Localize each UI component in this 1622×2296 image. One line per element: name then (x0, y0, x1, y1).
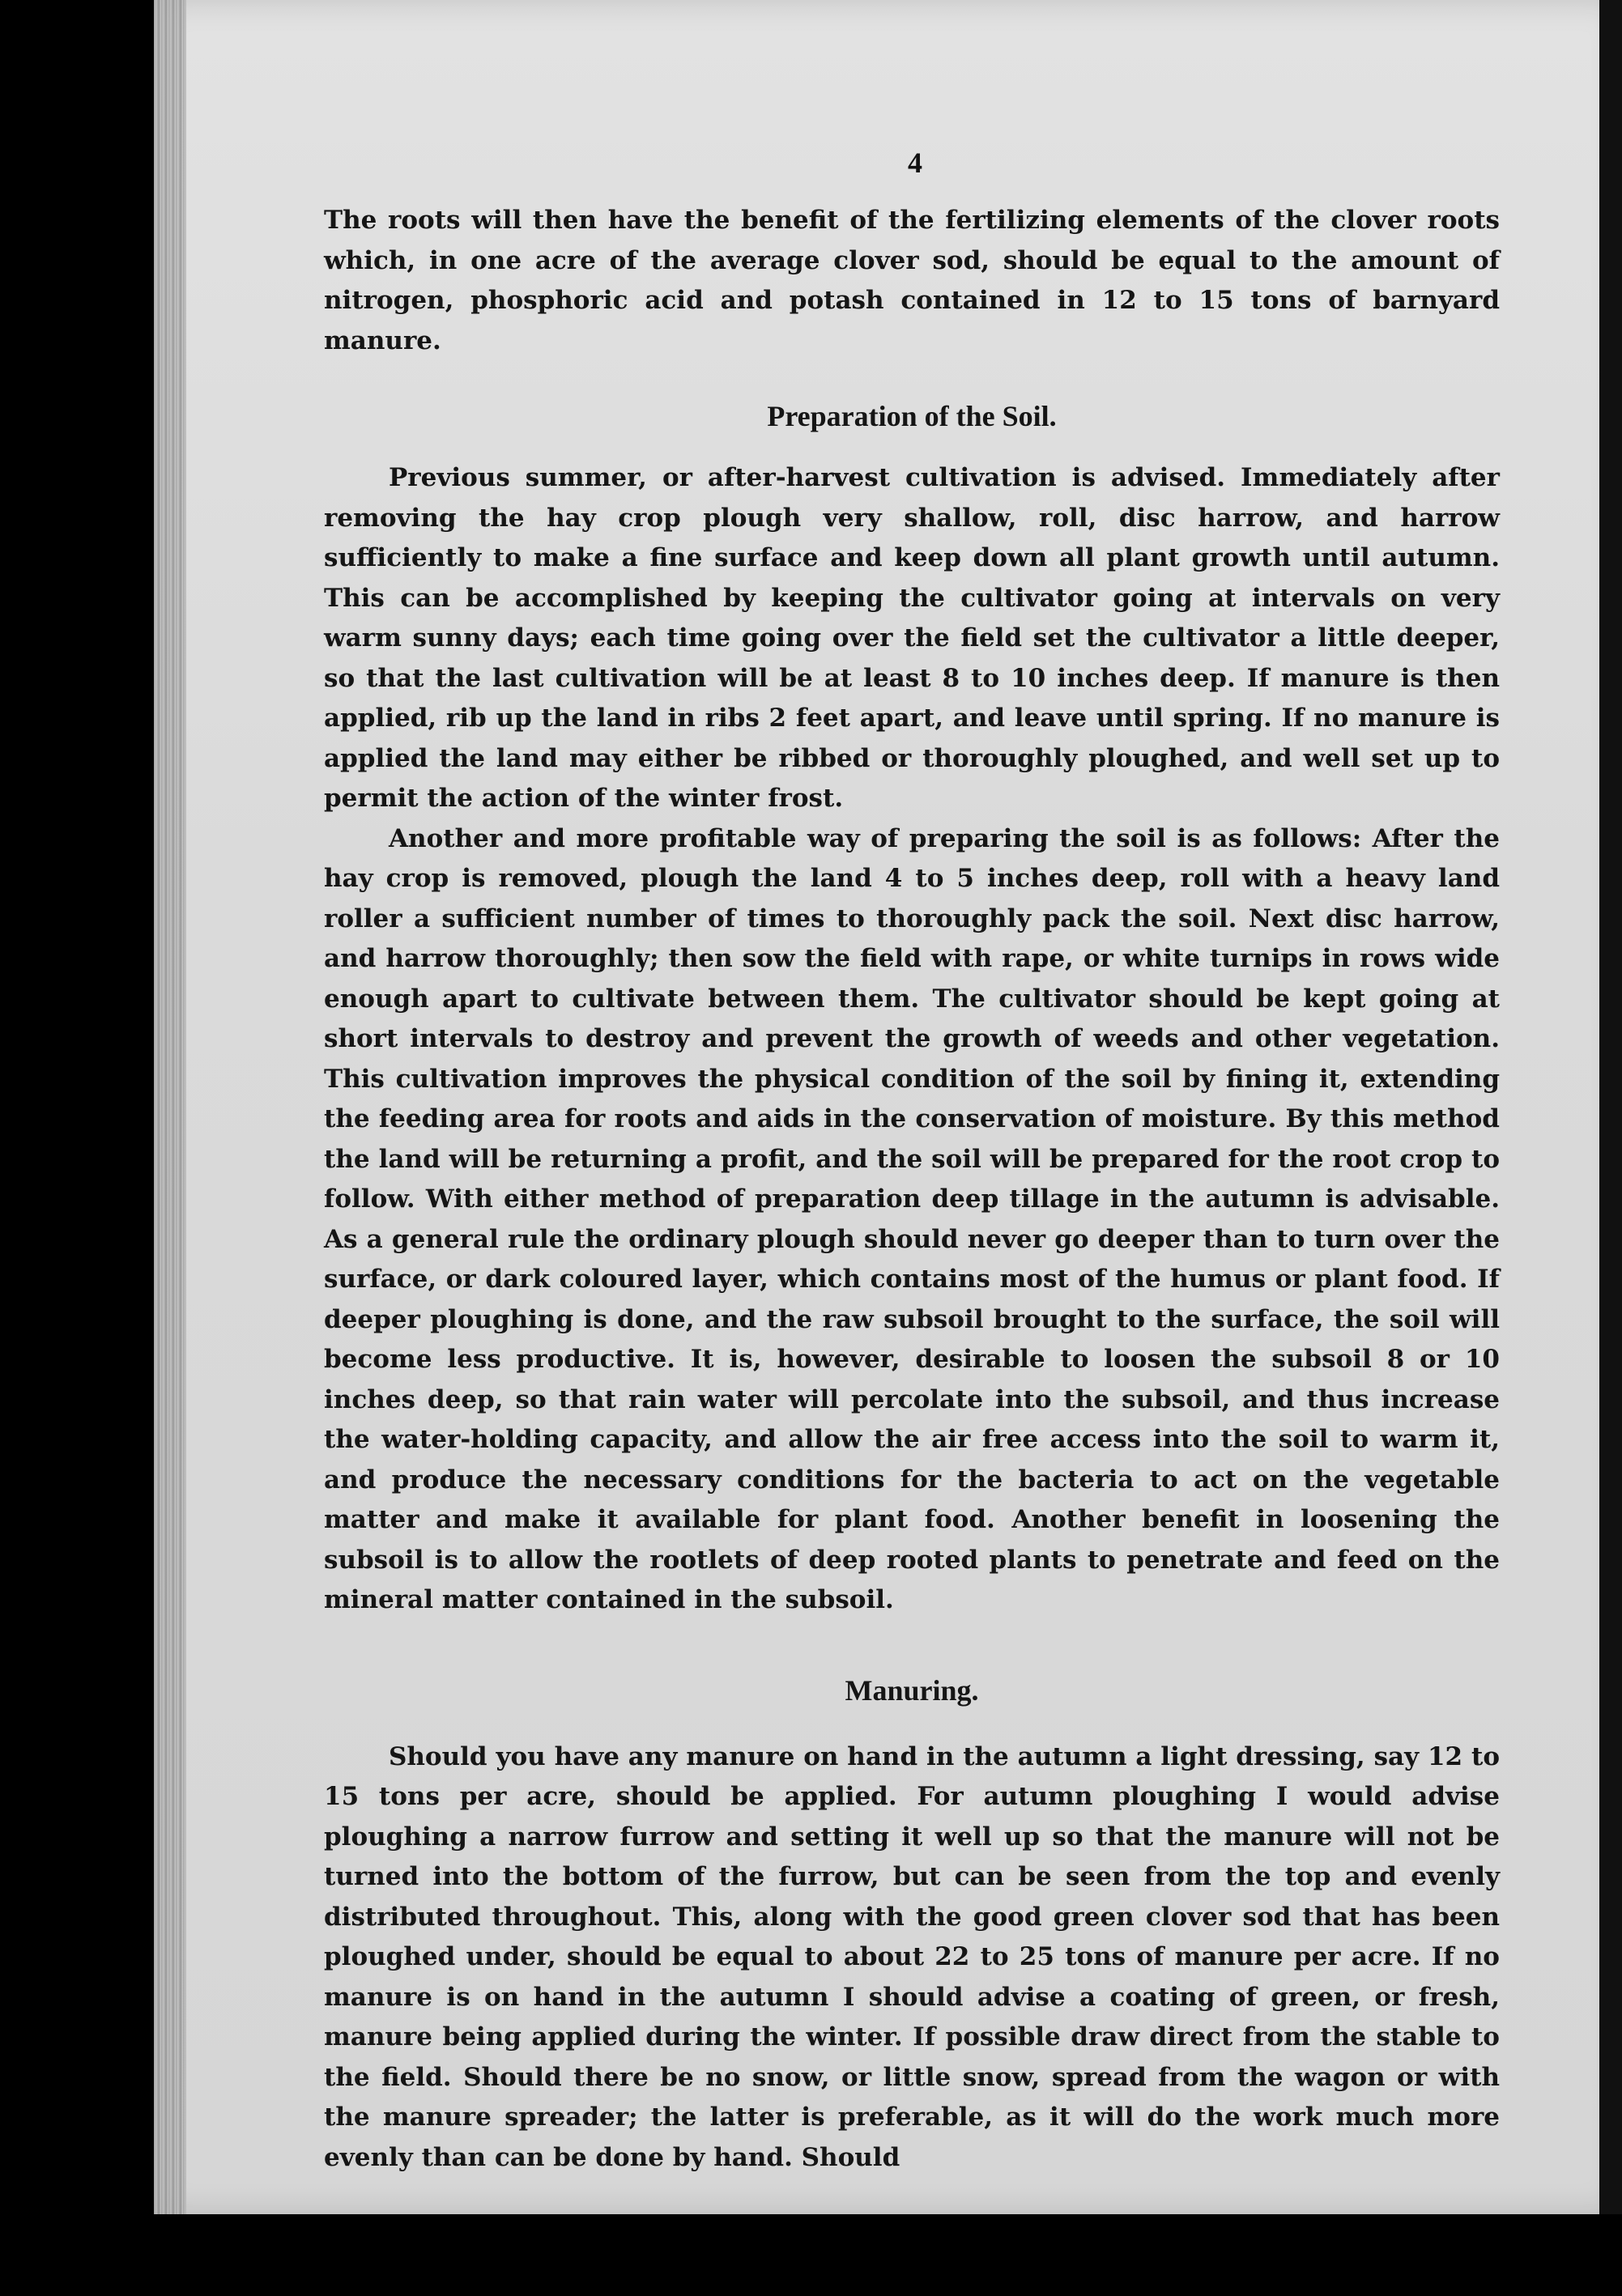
paragraph: Previous summer, or after-harvest cultivation is advised. Immediately after removing the hay crop plough very shallow, roll, disc harrow, and harrow sufficiently to make a fine surface and keep down all plant growth until autumn. This can be accomplished by keeping the cultivator going at intervals on very warm sunny days; each time going over the field set the cultivator a little deeper, so that the last cultivation will be at least 8 to 10 inches deep. If manure is then applied, rib up the land in ribs 2 feet apart, and leave until spring. If no manure is applied the land may either be ribbed or thoroughly ploughed, and well set up to permit the action of the winter frost. (324, 463, 1500, 813)
section-heading-preparation: Preparation of the Soil. (767, 400, 1057, 432)
paragraph: Another and more profitable way of preparing the soil is as follows: After the hay crop is removed, plough the land 4 to 5 inches deep, roll with a heavy land roller a sufficient number of times to thoroughly pack the soil. Next disc harrow, and harrow thoroughly; then sow the field with rape, or white turnips in rows wide enough apart to cultivate between them. The cultivator should be kept going at short intervals to destroy and prevent the growth of weeds and other vegetation. This cultivation improves the physical condition of the soil by fining it, extending the feeding area for roots and aids in the conservation of moisture. By this method the land will be returning a profit, and the soil will be prepared for the root crop to follow. With either method of preparation deep tillage in the autumn is advisable. As a general rule the ordinary plough should never go deeper than to turn over the surface, or dark coloured layer, which contains most of the humus or plant food. If deeper ploughing is done, and the raw subsoil brought to the surface, the soil will become less productive. It is, however, desirable to loosen the subsoil 8 or 10 inches deep, so that rain water will percolate into the subsoil, and thus increase the water-holding capacity, and allow the air free access into the soil to warm it, and produce the necessary conditions for the bacteria to act on the vegetable matter and make it available for plant food. Another benefit in loosening the subsoil is to allow the rootlets of deep rooted plants to penetrate and feed on the mineral matter contained in the subsoil. (324, 823, 1500, 1614)
scan-border (1599, 0, 1622, 2214)
intro-paragraph: The roots will then have the benefit of the fertilizing elements of the clover roots which, in one acre of the average clover sod, should be equal to the amount of nitrogen, phosphoric acid and potash contained in 12 to 15 tons of barnyard manure. (324, 206, 1500, 355)
section-heading-manuring: Manuring. (845, 1673, 979, 1707)
page-binding-edge (154, 0, 186, 2214)
page-number: 4 (908, 147, 922, 179)
paragraph: Should you have any manure on hand in the autumn a light dressing, say 12 to 15 tons per acre, should be applied. For autumn ploughing I would advise ploughing a narrow furrow and setting it well up so that the manure will not be turned into the bottom of the furrow, but can be seen from the top and evenly distributed throughout. This, along with the good green clover sod that has been ploughed under, should be equal to about 22 to 25 tons of manure per acre. If no manure is on hand in the autumn I should advise a coating of green, or fresh, manure being applied during the winter. If possible draw direct from the stable to the field. Should there be no snow, or little snow, spread from the wagon or with the manure spreader; the latter is preferable, as it will do the work much more evenly than can be done by hand. Should (324, 1741, 1500, 2172)
body-text (324, 201, 1500, 2178)
